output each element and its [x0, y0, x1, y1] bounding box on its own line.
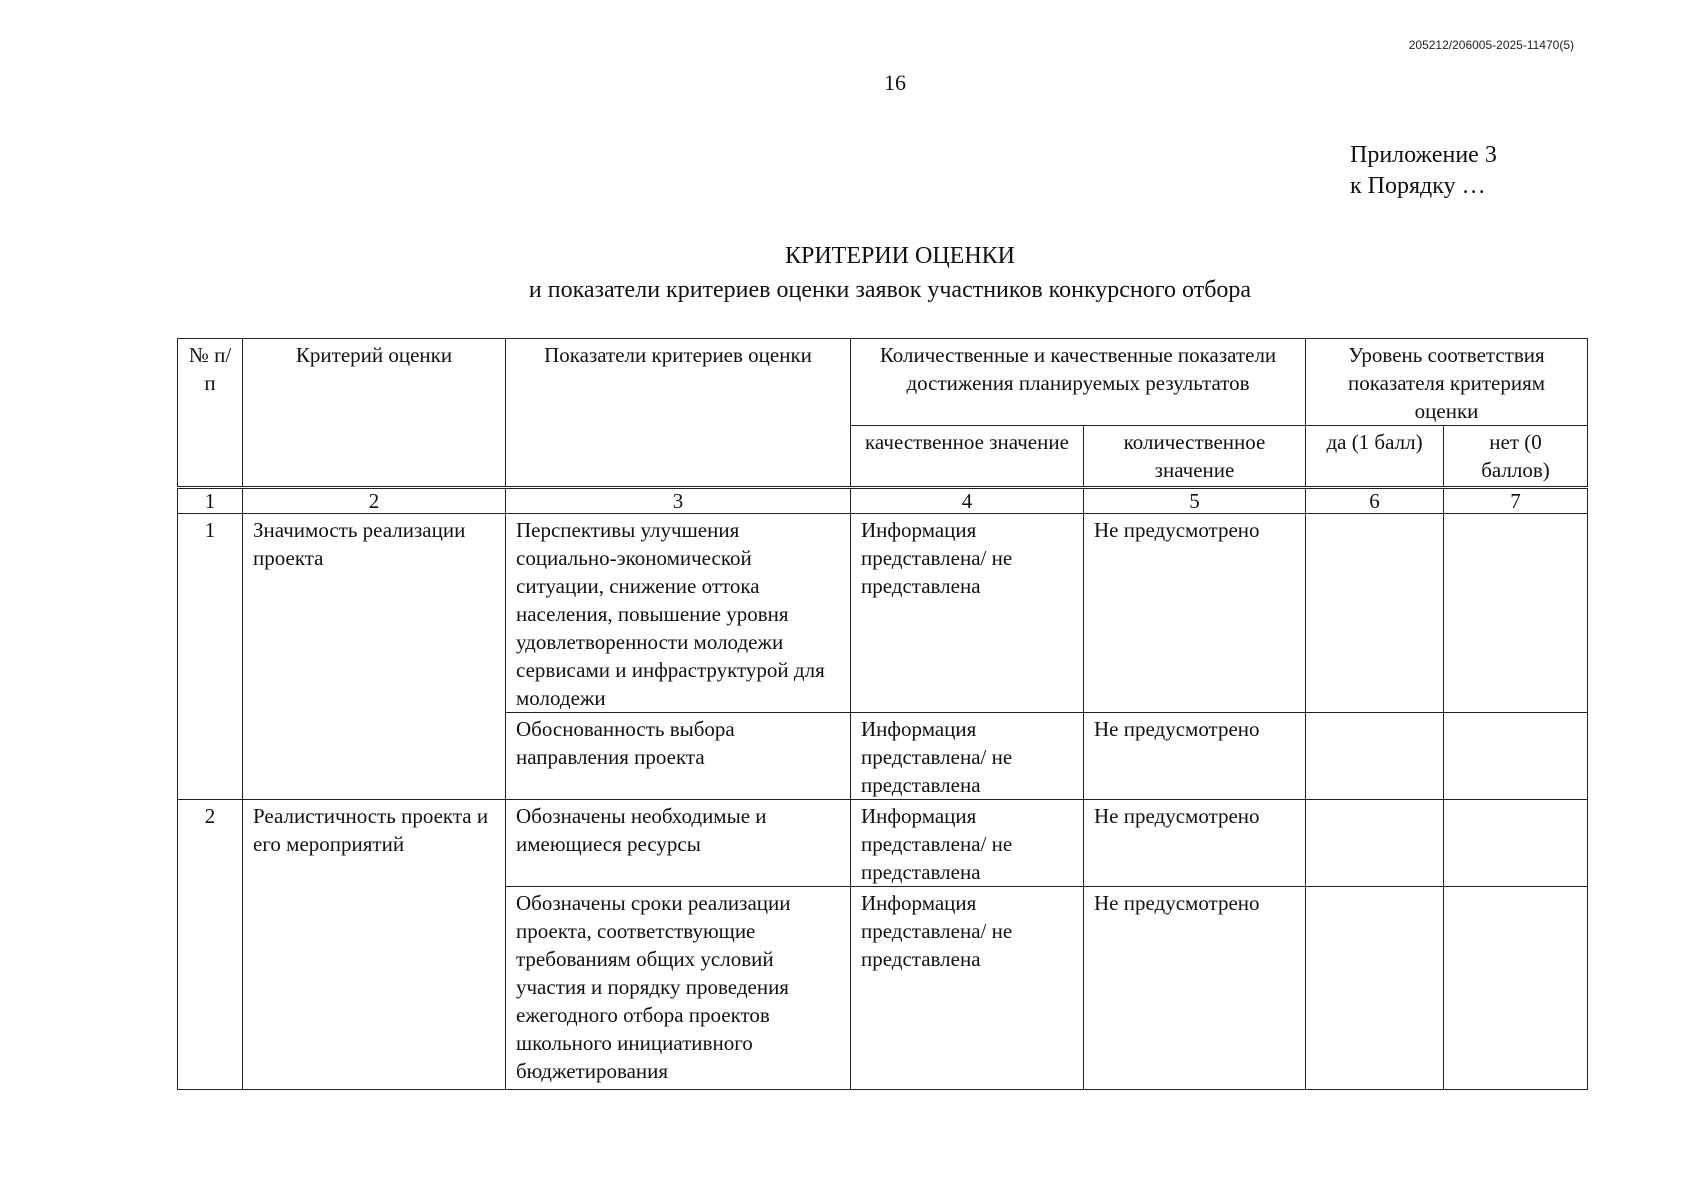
criterion-cell: Значимость реализации проекта	[243, 514, 506, 800]
column-number: 2	[243, 488, 506, 514]
quantitative-cell: Не предусмотрено	[1084, 800, 1306, 887]
yes-cell	[1306, 887, 1444, 1090]
appendix-reference	[1350, 140, 1497, 202]
document-title: КРИТЕРИИ ОЦЕНКИ	[784, 243, 1015, 269]
row-number: 1	[178, 514, 243, 800]
column-numbers-row	[178, 488, 1588, 514]
no-cell	[1444, 514, 1588, 713]
quantitative-cell: Не предусмотрено	[1084, 713, 1306, 800]
criterion-cell: Реалистичность проекта и его мероприятий	[243, 800, 506, 1090]
column-number: 7	[1444, 488, 1588, 514]
qualitative-cell: Информация представлена/ не представлена	[851, 514, 1084, 713]
document-subtitle: и показатели критериев оценки заявок участников конкурсного отбора	[528, 277, 1252, 303]
header-row-1	[178, 339, 1588, 426]
header-criterion: Критерий оценки	[243, 339, 506, 488]
document-id: 205212/206005-2025-11470(5)	[1408, 38, 1574, 52]
header-quantitative: количественное значение	[1084, 426, 1306, 488]
quantitative-cell: Не предусмотрено	[1084, 514, 1306, 713]
table-row	[178, 800, 1588, 887]
qualitative-cell: Информация представлена/ не представлена	[851, 800, 1084, 887]
indicator-cell: Обозначены необходимые и имеющиеся ресурсы	[506, 800, 851, 887]
header-qualitative: качественное значение	[851, 426, 1084, 488]
column-number: 1	[178, 488, 243, 514]
quantitative-cell: Не предусмотрено	[1084, 887, 1306, 1090]
column-number: 5	[1084, 488, 1306, 514]
no-cell	[1444, 800, 1588, 887]
header-num: № п/п	[178, 339, 243, 488]
header-indicators: Показатели критериев оценки	[506, 339, 851, 488]
header-compliance: Уровень соответствия показателя критериям оценки	[1306, 339, 1588, 426]
appendix-line-2: к Порядку …	[1350, 173, 1486, 199]
column-number: 3	[506, 488, 851, 514]
column-number: 6	[1306, 488, 1444, 514]
table-row	[178, 514, 1588, 713]
qualitative-cell: Информация представлена/ не представлена	[851, 887, 1084, 1090]
row-number: 2	[178, 800, 243, 1090]
appendix-line-1: Приложение 3	[1350, 142, 1497, 168]
header-quant-qual: Количественные и качественные показатели достижения планируемых результатов	[851, 339, 1306, 426]
criteria-table	[177, 338, 1588, 1090]
header-no: нет (0 баллов)	[1444, 426, 1588, 488]
yes-cell	[1306, 713, 1444, 800]
qualitative-cell: Информация представлена/ не представлена	[851, 713, 1084, 800]
indicator-cell: Обозначены сроки реализации проекта, соответствующие требованиям общих условий участия и порядку проведения ежегодного отбора проектов школьного инициативного бюджетирования	[506, 887, 851, 1090]
yes-cell	[1306, 800, 1444, 887]
indicator-cell: Обоснованность выбора направления проекта	[506, 713, 851, 800]
yes-cell	[1306, 514, 1444, 713]
page-number: 16	[884, 70, 906, 95]
header-yes: да (1 балл)	[1306, 426, 1444, 488]
no-cell	[1444, 887, 1588, 1090]
column-number: 4	[851, 488, 1084, 514]
no-cell	[1444, 713, 1588, 800]
indicator-cell: Перспективы улучшения социально-экономической ситуации, снижение оттока населения, повышение уровня удовлетворенности молодежи сервисами и инфраструктурой для молодежи	[506, 514, 851, 713]
